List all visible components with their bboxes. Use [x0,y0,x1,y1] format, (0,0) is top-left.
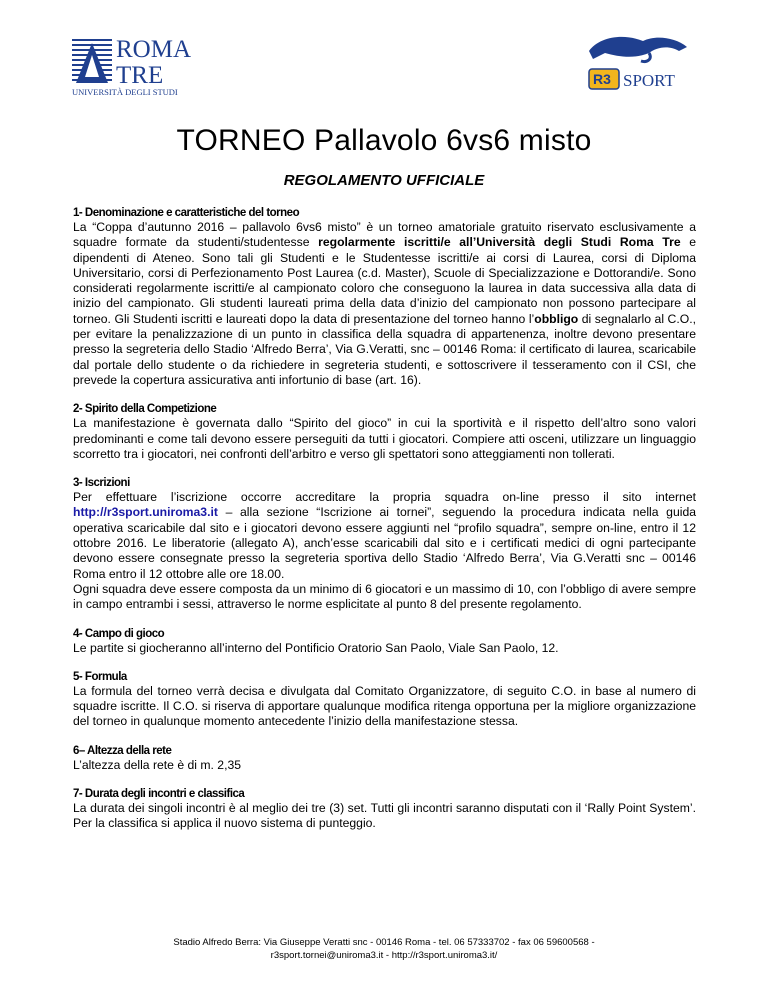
sport-text: SPORT [623,71,675,90]
section-text: La formula del torneo verrà decisa e divulgata dal Comitato Organizzatore, di seguito C.O. in base al numero di squadre iscritte. Il C.O. si riserva di apportare qualunque modifica ritenga opportuna per la migliore organizzazione del torneo in qualunque momento antecedente l’inizio della manifestazione stessa. [73,683,696,729]
section-heading: 5- Formula [73,670,127,683]
tre-text: TRE [116,62,164,89]
page-title: TORNEO Pallavolo 6vs6 misto [176,124,592,157]
page-subtitle: REGOLAMENTO UFFICIALE [283,172,485,189]
section-text: La manifestazione è governata dallo “Spirito del gioco” in cui la sportività e il rispetto dell’altro sono valori predominanti e come tali devono essere perseguiti da tutti i giocatori. Compiere atti osceni, utilizzare un linguaggio scorretto tra i giocatori, nei confronti dell’arbitro e verso gli spettatori sono atteggiamenti non tollerati. [73,416,696,461]
section-heading: 1- Denominazione e caratteristiche del torneo [73,207,300,219]
section-text: La “Coppa d’autunno 2016 – pallavolo 6vs6 misto” è un torneo amatoriale gratuito riservato esclusivamente a squadre formate da studenti/studentesse regolarmente iscritti/e all’Università degli Studi Roma Tre e dipendenti di Ateneo. Sono tali gli Studenti e le Studentesse iscritti/e ai corsi di Laurea, corsi di Diploma Universitario, corsi di Perfezionamento Post Laurea (c.d. Master), Scuole di Specializzazione e Dottorandi/e. Sono considerati regolarmente iscritti/e al campionato coloro che conseguono la laurea in data successiva alla data di inizio del campionato. Gli studenti laureati prima della data d’inizio del campionato non possono partecipare al torneo. Gli Studenti iscritti e laureati dopo la data di presentazione del torneo hanno l’obbligo di segnalarlo al C.O., per evitare la penalizzazione di un punto in classifica della squadra di appartenenza, inoltre devono presentare presso la segreteria dello Stadio ‘Alfredo Berra’, Via G.Veratti, snc – 00146 Roma: il certificato di laurea, scaricabile dal portale dello studente o da richiedere in segreteria studenti, e sottoscrivere il tesseramento con il CSI, che prevede la copertura assicurativa anti infortunio di base (art. 16). [73,220,696,387]
section-5 [73,670,696,730]
section-heading: 7- Durata degli incontri e classifica [73,788,245,801]
section-text: Le partite si giocheranno all’interno del Pontificio Oratorio San Paolo, Viale San Paolo, 12. [73,640,559,655]
r3-sport-logo [583,29,695,99]
section-heading: 3- Iscrizioni [73,477,130,490]
section-2 [73,402,696,462]
section-heading: 6– Altezza della rete [73,744,172,757]
section-text: L’altezza della rete è di m. 2,35 [73,757,242,772]
footer-contacts: r3sport.tornei@uniroma3.it - http://r3sport.uniroma3.it/ [270,950,498,961]
roma-text: ROMA [116,36,192,63]
page-footer [0,936,768,962]
section-text: Per effettuare l’iscrizione occorre accreditare la propria squadra on-line presso il sito internet http://r3sport.uniroma3.it – alla sezione “Iscrizione ai tornei”, seguendo la procedura indicata nella guida operativa scaricabile dal sito e i giocatori devono essere aggiunti nel “profilo squadra”, sempre on-line, entro il 12 ottobre 2016. Le liberatorie (allegato A), anch’esse scaricabili dal sito e i certificati medici di ogni partecipante devono essere consegnate presso la segreteria sportiva dello Stadio ‘Alfredo Berra’, Via G.Veratti snc – 00146 Roma entro il 12 ottobre alle ore 18.00. [73,490,696,581]
roma-tre-logo [70,33,210,103]
section-7 [73,787,696,832]
section-heading: 2- Spirito della Competizione [73,403,217,416]
section-text-2: Ogni squadra deve essere composta da un minimo di 6 giocatori e un massimo di 10, con l’obbligo di avere sempre in campo entrambi i sessi, attraverso le norme esplicitate al punto 8 del presente regolamento. [73,581,696,612]
regolamento-body [73,206,696,846]
section-3 [73,476,696,612]
section-text: La durata dei singoli incontri è al meglio dei tre (3) set. Tutti gli incontri saranno disputati con il ‘Rally Point System’. Per la classifica si applica il nuovo sistema di punteggio. [73,801,696,831]
section-heading: 4- Campo di gioco [73,627,165,640]
r3sport-link[interactable]: http://r3sport.uniroma3.it [73,505,218,520]
footer-address: Stadio Alfredo Berra: Via Giuseppe Veratti snc - 00146 Roma - tel. 06 57333702 - fax 06 59600568 - [173,937,595,948]
section-4 [73,627,696,656]
universita-text: UNIVERSITÀ DEGLI STUDI [72,87,178,97]
section-1 [73,206,696,388]
r3-mark: R3 [593,71,611,87]
section-6 [73,744,696,773]
